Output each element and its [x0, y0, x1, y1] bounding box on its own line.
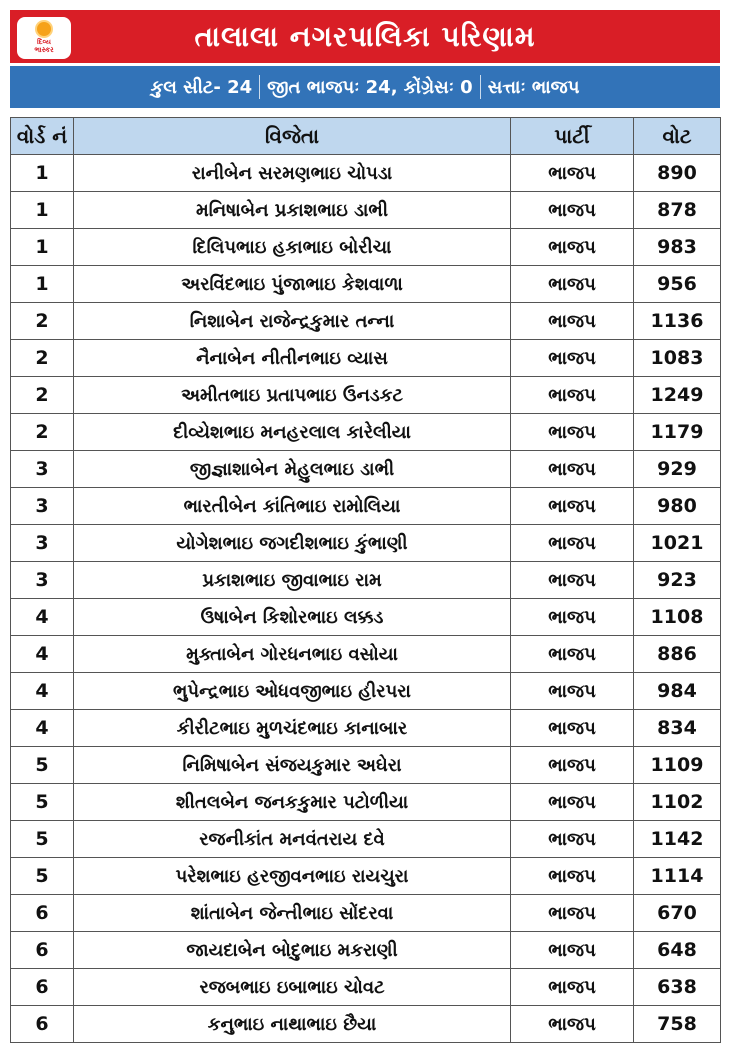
party-cell: ભાજપ	[511, 895, 634, 932]
table-row	[11, 192, 721, 229]
votes-cell: 983	[634, 229, 721, 266]
votes-cell: 878	[634, 192, 721, 229]
votes-cell: 923	[634, 562, 721, 599]
ward-cell: 5	[11, 784, 74, 821]
votes-cell: 929	[634, 451, 721, 488]
ward-cell: 4	[11, 599, 74, 636]
votes-cell: 980	[634, 488, 721, 525]
votes-cell: 834	[634, 710, 721, 747]
logo-text-line2: ભાસ્કર	[34, 46, 54, 54]
summary-bar	[10, 66, 720, 108]
winner-name-cell: રાનીબેન સરમણભાઇ ચોપડા	[74, 155, 511, 192]
table-row	[11, 229, 721, 266]
table-row	[11, 414, 721, 451]
party-cell: ભાજપ	[511, 340, 634, 377]
table-row	[11, 525, 721, 562]
party-cell: ભાજપ	[511, 451, 634, 488]
winner-name-cell: જાયદાબેન બોદુભાઇ મકરાણી	[74, 932, 511, 969]
votes-cell: 670	[634, 895, 721, 932]
winner-name-cell: દીવ્યેશભાઇ મનહરલાલ કારેલીયા	[74, 414, 511, 451]
table-row	[11, 710, 721, 747]
votes-cell: 1249	[634, 377, 721, 414]
winner-name-cell: ભારતીબેન કાંતિભાઇ રામોલિયા	[74, 488, 511, 525]
party-cell: ભાજપ	[511, 747, 634, 784]
votes-cell: 1108	[634, 599, 721, 636]
logo-text-line1: દિવ્ય	[37, 38, 51, 46]
party-cell: ભાજપ	[511, 525, 634, 562]
votes-cell: 1102	[634, 784, 721, 821]
party-header: પાર્ટી	[511, 118, 634, 155]
ward-cell: 2	[11, 340, 74, 377]
ward-cell: 3	[11, 488, 74, 525]
table-row	[11, 673, 721, 710]
table-row	[11, 155, 721, 192]
divya-bhaskar-logo	[17, 17, 71, 59]
ward-cell: 2	[11, 303, 74, 340]
party-cell: ભાજપ	[511, 636, 634, 673]
party-cell: ભાજપ	[511, 377, 634, 414]
table-row	[11, 895, 721, 932]
winner-name-cell: શીતલબેન જનકકુમાર પટોળીયા	[74, 784, 511, 821]
ward-cell: 6	[11, 932, 74, 969]
winner-name-cell: જીજ્ઞાશાબેન મેહુલભાઇ ડાભી	[74, 451, 511, 488]
winner-name-cell: ભુપેન્દ્રભાઇ ઓધવજીભાઇ હીરપરા	[74, 673, 511, 710]
votes-cell: 638	[634, 969, 721, 1006]
wins-text: જીત ભાજપઃ 24, કોંગ્રેસઃ 0	[267, 76, 473, 98]
table-row	[11, 266, 721, 303]
table-row	[11, 932, 721, 969]
summary-divider	[259, 75, 260, 99]
ward-cell: 3	[11, 451, 74, 488]
table-row	[11, 636, 721, 673]
winner-name-cell: નિમિષાબેન સંજયકુમાર અઘેરા	[74, 747, 511, 784]
table-row	[11, 858, 721, 895]
ward-cell: 3	[11, 525, 74, 562]
votes-cell: 1021	[634, 525, 721, 562]
winner-name-cell: ઉષાબેન કિશોરભાઇ લક્કડ	[74, 599, 511, 636]
results-body	[11, 155, 721, 1043]
votes-cell: 956	[634, 266, 721, 303]
winner-name-cell: કનુભાઇ નાથાભાઇ છૈયા	[74, 1006, 511, 1043]
votes-cell: 1114	[634, 858, 721, 895]
party-cell: ભાજપ	[511, 858, 634, 895]
page-title: તાલાલા નગરપાલિકા પરિણામ	[194, 19, 536, 53]
winner-name-cell: કીરીટભાઇ મુળચંદભાઇ કાનાબાર	[74, 710, 511, 747]
ward-cell: 4	[11, 636, 74, 673]
table-row	[11, 747, 721, 784]
party-cell: ભાજપ	[511, 710, 634, 747]
party-cell: ભાજપ	[511, 192, 634, 229]
winner-name-cell: નિશાબેન રાજેન્દ્રકુમાર તન્ના	[74, 303, 511, 340]
winner-name-cell: શાંતાબેન જેન્તીભાઇ સોંદરવા	[74, 895, 511, 932]
table-header-row	[11, 118, 721, 155]
winner-name-cell: રજનીકાંત મનવંતરાય દવે	[74, 821, 511, 858]
party-cell: ભાજપ	[511, 488, 634, 525]
party-cell: ભાજપ	[511, 599, 634, 636]
table-row	[11, 303, 721, 340]
ward-cell: 5	[11, 747, 74, 784]
ward-cell: 6	[11, 1006, 74, 1043]
table-row	[11, 451, 721, 488]
winner-name-cell: પરેશભાઇ હરજીવનભાઇ રાયચુરા	[74, 858, 511, 895]
winner-name-cell: અમીતભાઇ પ્રતાપભાઇ ઉનડકટ	[74, 377, 511, 414]
winner-name-cell: પ્રકાશભાઇ જીવાભાઇ રામ	[74, 562, 511, 599]
winner-name-cell: મુક્તાબેન ગોરધનભાઇ વસોયા	[74, 636, 511, 673]
votes-cell: 1083	[634, 340, 721, 377]
table-row	[11, 784, 721, 821]
votes-cell: 758	[634, 1006, 721, 1043]
votes-cell: 886	[634, 636, 721, 673]
winner-name-cell: રજબભાઇ ઇબાભાઇ ચોવટ	[74, 969, 511, 1006]
total-seats-text: કુલ સીટ- 24	[150, 76, 253, 98]
table-row	[11, 821, 721, 858]
votes-cell: 1142	[634, 821, 721, 858]
winner-name-cell: દિલિપભાઇ હકાભાઇ બોરીચા	[74, 229, 511, 266]
ward-cell: 5	[11, 821, 74, 858]
party-cell: ભાજપ	[511, 229, 634, 266]
table-row	[11, 969, 721, 1006]
ward-cell: 1	[11, 192, 74, 229]
votes-header: વોટ	[634, 118, 721, 155]
table-row	[11, 340, 721, 377]
votes-cell: 1109	[634, 747, 721, 784]
party-cell: ભાજપ	[511, 821, 634, 858]
ward-cell: 4	[11, 710, 74, 747]
winner-name-cell: મનિષાબેન પ્રકાશભાઇ ડાભી	[74, 192, 511, 229]
summary-divider	[480, 75, 481, 99]
winner-name-cell: અરવિંદભાઇ પુંજાભાઇ કેશવાળા	[74, 266, 511, 303]
ward-cell: 6	[11, 895, 74, 932]
table-row	[11, 562, 721, 599]
sun-icon	[37, 22, 51, 36]
party-cell: ભાજપ	[511, 155, 634, 192]
party-cell: ભાજપ	[511, 266, 634, 303]
ward-cell: 5	[11, 858, 74, 895]
party-cell: ભાજપ	[511, 969, 634, 1006]
winner-header: વિજેતા	[74, 118, 511, 155]
power-text: સત્તાઃ ભાજપ	[487, 76, 580, 98]
ward-cell: 4	[11, 673, 74, 710]
votes-cell: 648	[634, 932, 721, 969]
ward-cell: 6	[11, 969, 74, 1006]
table-row	[11, 1006, 721, 1043]
table-row	[11, 377, 721, 414]
party-cell: ભાજપ	[511, 414, 634, 451]
results-table	[10, 117, 721, 1043]
ward-cell: 1	[11, 229, 74, 266]
ward-cell: 1	[11, 266, 74, 303]
ward-cell: 2	[11, 377, 74, 414]
ward-header: વોર્ડ નં	[11, 118, 74, 155]
votes-cell: 1136	[634, 303, 721, 340]
table-row	[11, 599, 721, 636]
party-cell: ભાજપ	[511, 303, 634, 340]
party-cell: ભાજપ	[511, 1006, 634, 1043]
ward-cell: 3	[11, 562, 74, 599]
winner-name-cell: યોગેશભાઇ જગદીશભાઇ કુંભાણી	[74, 525, 511, 562]
votes-cell: 890	[634, 155, 721, 192]
party-cell: ભાજપ	[511, 932, 634, 969]
party-cell: ભાજપ	[511, 673, 634, 710]
winner-name-cell: નૈનાબેન નીતીનભાઇ વ્યાસ	[74, 340, 511, 377]
ward-cell: 2	[11, 414, 74, 451]
party-cell: ભાજપ	[511, 562, 634, 599]
votes-cell: 1179	[634, 414, 721, 451]
party-cell: ભાજપ	[511, 784, 634, 821]
summary-line	[151, 75, 580, 99]
title-banner	[10, 10, 720, 63]
ward-cell: 1	[11, 155, 74, 192]
table-row	[11, 488, 721, 525]
votes-cell: 984	[634, 673, 721, 710]
